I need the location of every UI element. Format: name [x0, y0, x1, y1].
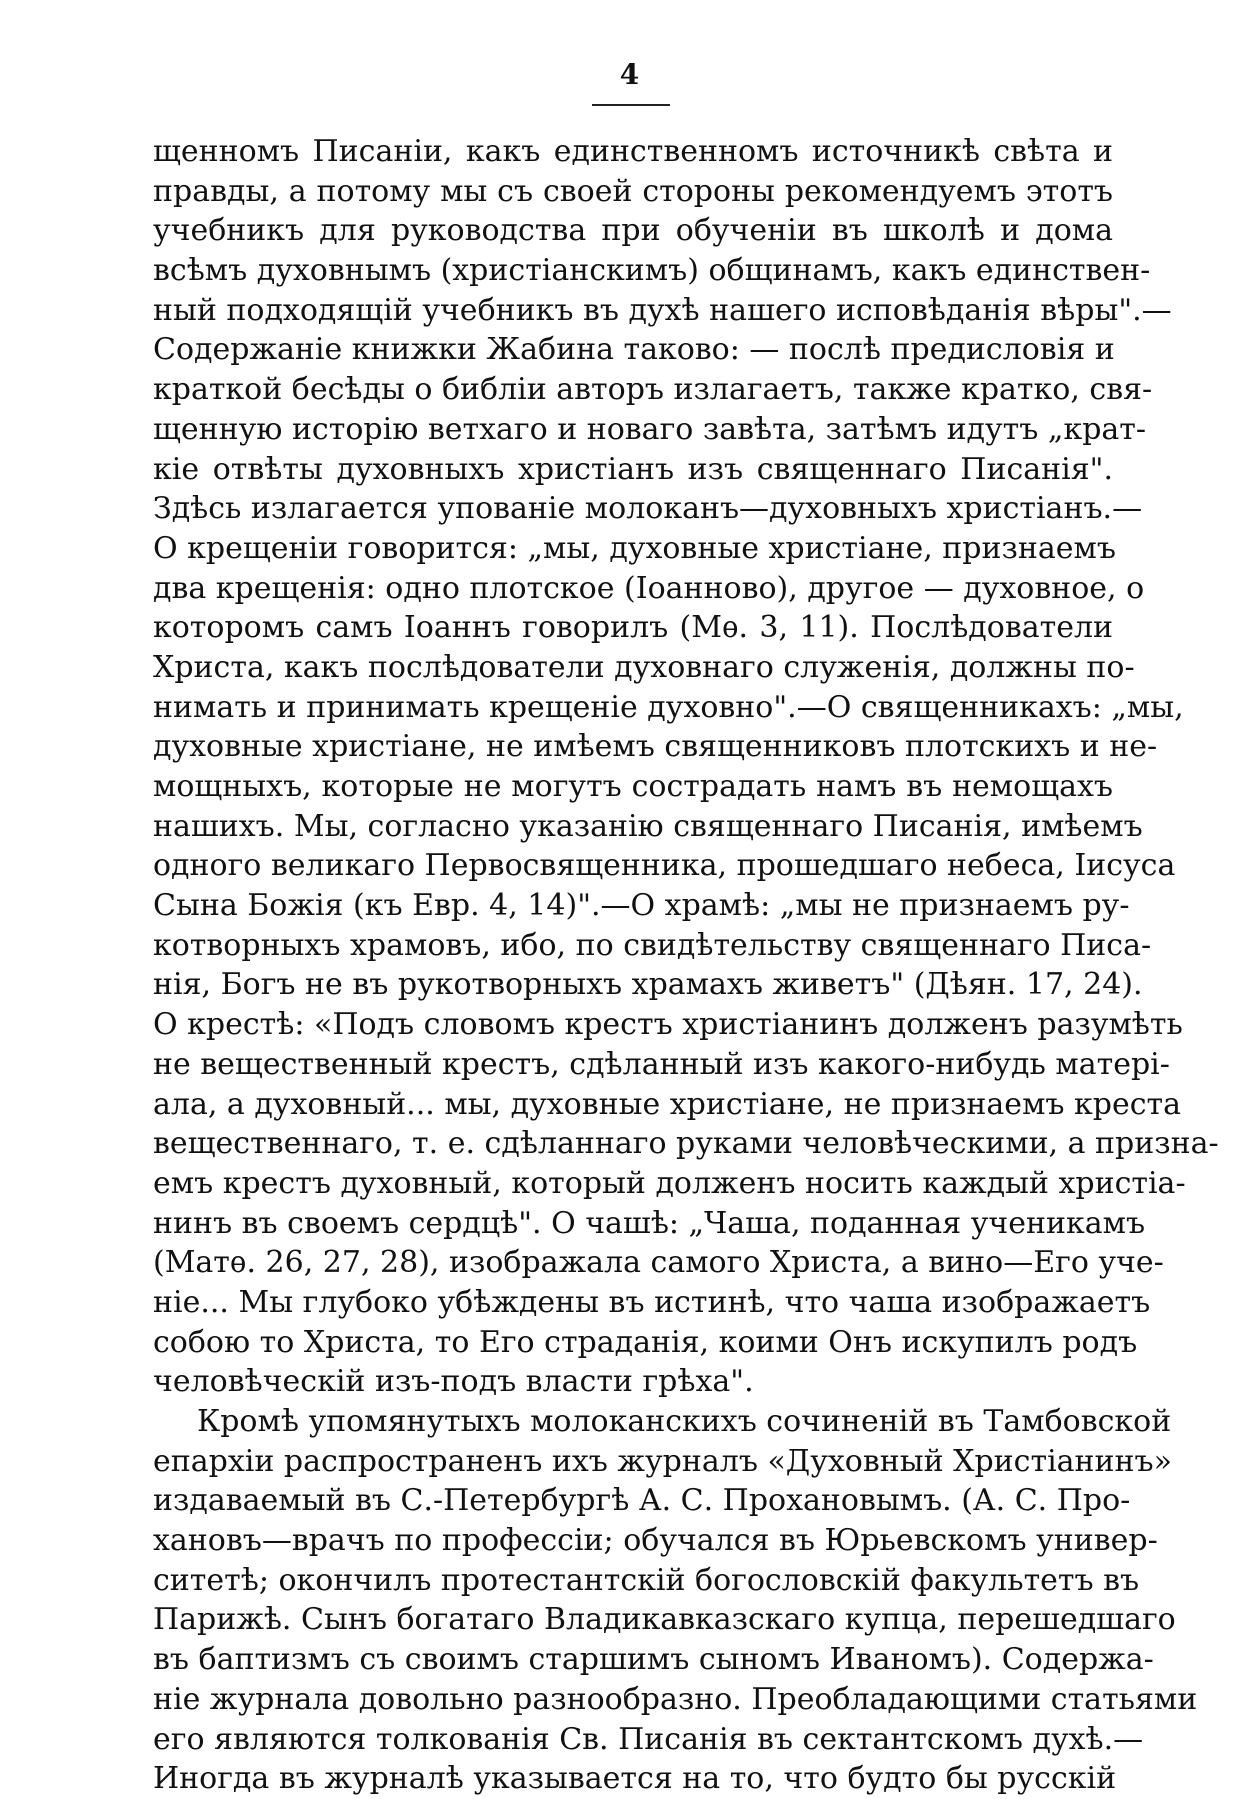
text-line: нія, Богъ не въ рукотворныхъ храмахъ живетъ" (Дѣян. 17, 24).	[153, 967, 1143, 1003]
text-line: духовные христіане, не имѣемъ священниковъ плотскихъ и не-	[153, 729, 1158, 765]
text-line: О крещеніи говорится: „мы, духовные христіане, признаемъ	[153, 530, 1116, 566]
text-line: Иногда въ журналѣ указывается на то, что будто бы русскій	[153, 1761, 1117, 1797]
text-line: всѣмъ духовнымъ (христіанскимъ) общинамъ, какъ единствен-	[153, 253, 1151, 289]
text-line: котворныхъ храмовъ, ибо, по свидѣтельству священнаго Писа-	[153, 927, 1152, 963]
paragraph-start-line: Кромѣ упомянутыхъ молоканскихъ сочиненій въ Тамбовской	[197, 1404, 1172, 1439]
text-line: учебникъ для руководства при обученіи въ школѣ и дома	[153, 213, 1113, 249]
text-line: (Матѳ. 26, 27, 28), изображала самого Христа, а вино—Его уче-	[153, 1245, 1164, 1281]
text-line: нимать и принимать крещеніе духовно".—О священникахъ: „мы,	[153, 689, 1184, 725]
text-line: епархіи распространенъ ихъ журналъ «Духовный Христіанинъ»	[153, 1443, 1172, 1479]
text-line: не вещественный крестъ, сдѣланный изъ какого-нибудь матері-	[153, 1046, 1170, 1082]
paragraph-end-line: человѣческій изъ-подъ власти грѣха".	[153, 1364, 754, 1400]
text-line: щенномъ Писаніи, какъ единственномъ источникѣ свѣта и	[153, 134, 1113, 169]
text-line: ситетѣ; окончилъ протестантскій богословскій факультетъ въ	[153, 1562, 1140, 1598]
text-line: краткой бесѣды о библіи авторъ излагаетъ, также кратко, свя-	[153, 372, 1153, 408]
text-line: ніе... Мы глубоко убѣждены въ истинѣ, что чаша изображаетъ	[153, 1284, 1151, 1320]
text-line: его являются толкованія Св. Писанія въ сектантскомъ духѣ.—	[153, 1721, 1144, 1757]
text-line: въ баптизмъ съ своимъ старшимъ сыномъ Иваномъ). Содержа-	[153, 1642, 1154, 1678]
body-text	[153, 132, 1219, 1799]
text-line: правды, а потому мы съ своей стороны рекомендуемъ этотъ	[153, 173, 1113, 209]
text-line: ала, а духовный... мы, духовные христіане, не признаемъ креста	[153, 1086, 1182, 1122]
text-line: вещественнаго, т. е. сдѣланнаго руками человѣческими, а призна-	[153, 1126, 1219, 1162]
text-line: Содержаніе книжки Жабина таково: — послѣ предисловія и	[153, 332, 1115, 368]
text-line: хановъ—врачъ по профессіи; обучался въ Юрьевскомъ универ-	[153, 1523, 1158, 1559]
text-line: которомъ самъ Іоаннъ говорилъ (Мѳ. 3, 11). Послѣдователи	[153, 610, 1113, 646]
text-line: щенную исторію ветхаго и новаго завѣта, затѣмъ идутъ „крат-	[153, 411, 1147, 447]
text-line: Христа, какъ послѣдователи духовнаго служенія, должны по-	[153, 649, 1135, 685]
text-line: собою то Христа, то Его страданія, коими Онъ искупилъ родъ	[153, 1324, 1138, 1360]
text-line: нашихъ. Мы, согласно указанію священнаго Писанія, имѣемъ	[153, 808, 1143, 844]
text-line: издаваемый въ С.-Петербургѣ А. С. Прохановымъ. (А. С. Про-	[153, 1483, 1131, 1519]
text-line: емъ крестъ духовный, который долженъ носить каждый христіа-	[153, 1165, 1186, 1201]
text-line: ный подходящій учебникъ въ духѣ нашего исповѣданія вѣры".—	[153, 292, 1172, 328]
page-number-rule	[592, 104, 670, 106]
page-number: 4	[619, 58, 640, 91]
text-line: Сына Божія (къ Евр. 4, 14)".—О храмѣ: „мы не признаемъ ру-	[153, 888, 1130, 924]
text-line: О крестѣ: «Подъ словомъ крестъ христіанинъ долженъ разумѣть	[153, 1007, 1183, 1043]
text-line: Парижѣ. Сынъ богатаго Владикавказскаго купца, перешедшаго	[153, 1602, 1176, 1638]
text-line: Здѣсь излагается упованіе молоканъ—духовныхъ христіанъ.—	[153, 491, 1143, 527]
text-line: одного великаго Первосвященника, прошедшаго небеса, Іисуса	[153, 848, 1176, 884]
text-line: ніе журнала довольно разнообразно. Преобладающими статьями	[153, 1681, 1198, 1717]
text-line: нинъ въ своемъ сердцѣ". О чашѣ: „Чаша, поданная ученикамъ	[153, 1205, 1146, 1241]
text-line: мощныхъ, которые не могутъ сострадать намъ въ немощахъ	[153, 769, 1113, 804]
text-line: два крещенія: одно плотское (Іоанново), другое — духовное, о	[153, 570, 1145, 606]
text-line: кіе отвѣты духовныхъ христіанъ изъ священнаго Писанія".	[153, 451, 1113, 487]
